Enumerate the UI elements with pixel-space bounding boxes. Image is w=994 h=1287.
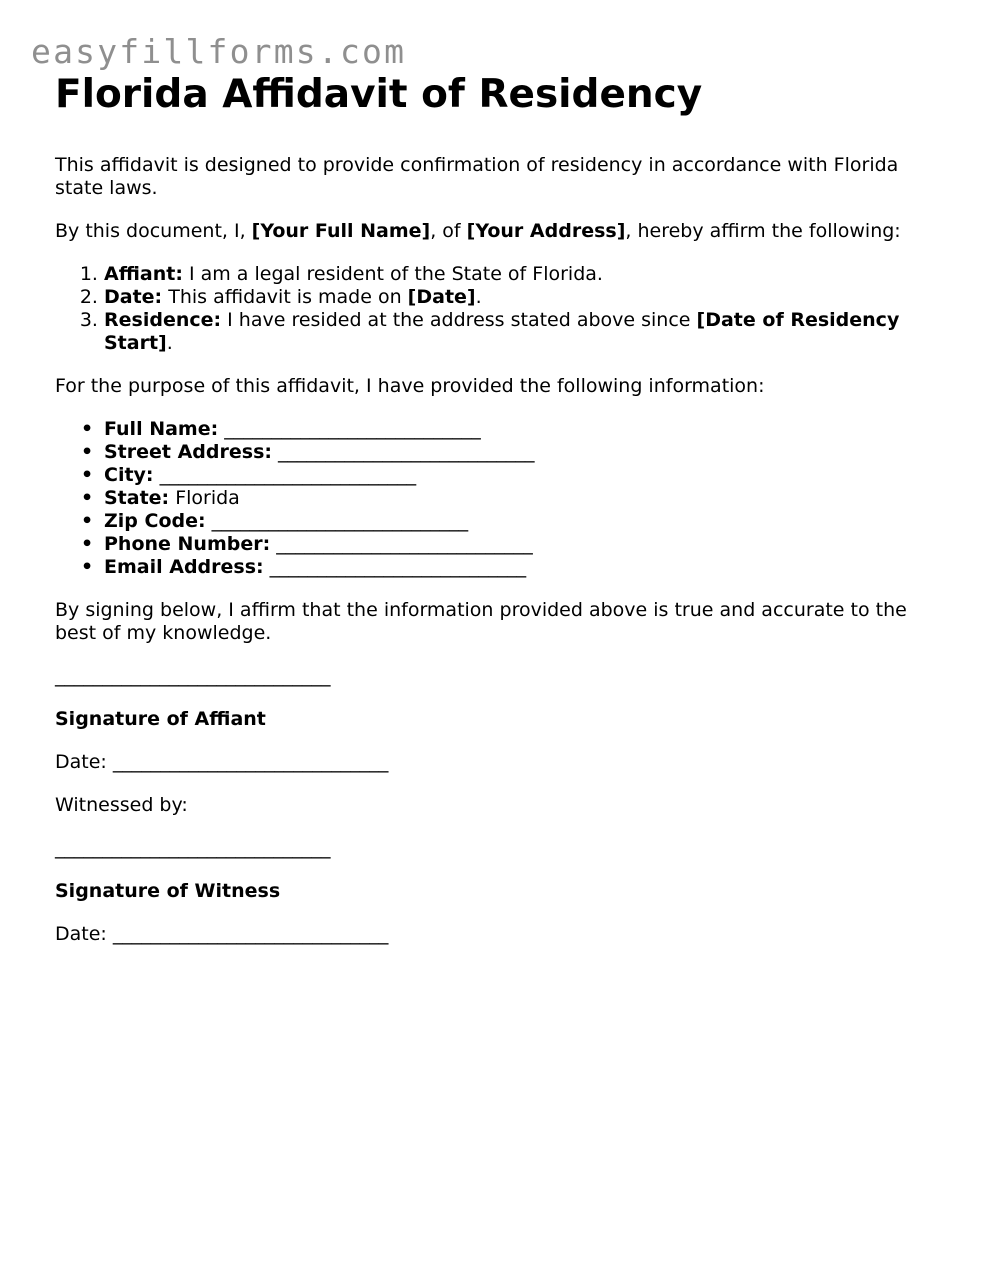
field-value[interactable]: ___________________________ bbox=[272, 441, 535, 463]
field-label: Full Name: bbox=[104, 418, 219, 440]
watermark: easyfillforms.com bbox=[31, 32, 407, 71]
witnessed-by-label: Witnessed by: bbox=[55, 794, 188, 816]
affirmation-suffix: , hereby affirm the following: bbox=[625, 220, 901, 242]
address-placeholder: [Your Address] bbox=[466, 220, 626, 242]
witness-date-line[interactable]: _____________________________ bbox=[112, 923, 389, 945]
affirmation-paragraph bbox=[55, 220, 935, 243]
field-value[interactable]: ___________________________ bbox=[263, 556, 527, 578]
clause-residence bbox=[104, 309, 935, 355]
clause-text: I am a legal resident of the State of Florida. bbox=[182, 263, 603, 285]
clause-label: Affiant: bbox=[104, 263, 183, 285]
clause-end: . bbox=[166, 332, 173, 354]
field-zip-code[interactable] bbox=[104, 510, 935, 533]
field-value[interactable]: ___________________________ bbox=[218, 418, 481, 440]
clause-label: Date: bbox=[104, 286, 163, 308]
field-state bbox=[104, 487, 935, 510]
information-field-list bbox=[55, 418, 935, 579]
clause-placeholder: [Date of Residency Start] bbox=[104, 309, 900, 354]
affirmation-middle: , of bbox=[430, 220, 467, 242]
field-label: Street Address: bbox=[104, 441, 272, 463]
affiant-date-row bbox=[55, 751, 935, 774]
clause-end: . bbox=[475, 286, 482, 308]
field-email-address[interactable] bbox=[104, 556, 935, 579]
clause-date bbox=[104, 286, 935, 309]
affiant-date-line[interactable]: _____________________________ bbox=[112, 751, 389, 773]
field-street-address[interactable] bbox=[104, 441, 935, 464]
purpose-paragraph: For the purpose of this affidavit, I have provided the following information: bbox=[55, 375, 765, 397]
clause-affiant bbox=[104, 263, 935, 286]
field-label: State: bbox=[104, 487, 170, 509]
field-label: Phone Number: bbox=[104, 533, 271, 555]
affiant-signature-caption: Signature of Affiant bbox=[55, 708, 266, 730]
witness-date-row bbox=[55, 923, 935, 946]
field-city[interactable] bbox=[104, 464, 935, 487]
page-title: Florida Affidavit of Residency bbox=[55, 72, 703, 117]
field-label: Email Address: bbox=[104, 556, 264, 578]
witness-signature-line[interactable]: _____________________________ bbox=[55, 837, 331, 859]
field-label: City: bbox=[104, 464, 154, 486]
date-label: Date: bbox=[55, 923, 113, 945]
field-value[interactable]: ___________________________ bbox=[153, 464, 417, 486]
witness-signature-caption: Signature of Witness bbox=[55, 880, 281, 902]
clause-text: I have resided at the address stated above since bbox=[221, 309, 697, 331]
closing-paragraph: By signing below, I affirm that the information provided above is true and accurate to the best of my knowledge. bbox=[55, 599, 907, 644]
field-value[interactable]: ___________________________ bbox=[270, 533, 533, 555]
clause-placeholder: [Date] bbox=[407, 286, 476, 308]
date-label: Date: bbox=[55, 751, 113, 773]
clause-text: This affidavit is made on bbox=[162, 286, 408, 308]
affiant-signature-line[interactable]: _____________________________ bbox=[55, 665, 331, 687]
field-value[interactable]: ___________________________ bbox=[205, 510, 469, 532]
name-placeholder: [Your Full Name] bbox=[251, 220, 431, 242]
field-label: Zip Code: bbox=[104, 510, 206, 532]
clause-label: Residence: bbox=[104, 309, 222, 331]
field-phone-number[interactable] bbox=[104, 533, 935, 556]
affirmation-prefix: By this document, I, bbox=[55, 220, 252, 242]
field-full-name[interactable] bbox=[104, 418, 935, 441]
clause-list bbox=[55, 263, 935, 355]
document-page bbox=[55, 72, 935, 946]
field-value: Florida bbox=[169, 487, 240, 509]
intro-paragraph: This affidavit is designed to provide confirmation of residency in accordance with Florida state laws. bbox=[55, 154, 899, 199]
